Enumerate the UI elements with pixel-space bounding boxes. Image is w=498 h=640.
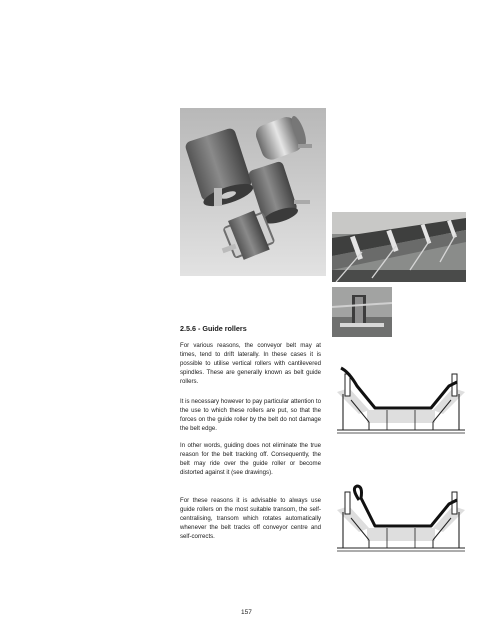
belt-over-guide-roller-drawing [333,360,469,436]
guide-rollers-photo [180,108,326,276]
guide-roller-closeup-photo [332,287,392,337]
page-number: 157 [241,609,252,616]
paragraph-1: For various reasons, the conveyor belt may at times, tend to drift laterally. In these cases it is possible to utilise vertical rollers with cantilevered spindles. These are generally known as belt guide rollers. [180,342,321,385]
conveyor-guide-rollers-photo [332,212,466,282]
paragraph-3: In other words, guiding does not eliminate the true reason for the belt tracking off. Consequently, the belt may ride over the guide roller or become distorted against it (see drawings). [180,442,321,476]
paragraph-4: For these reasons it is advisable to always use guide rollers on the most suitable transom, the self-centralising, transom which rotates automatically whenever the belt tracks off conveyor centre and self-corrects. [180,497,321,540]
section-heading: 2.5.6 - Guide rollers [180,324,247,333]
belt-distorted-against-guide-drawing [333,478,469,554]
paragraph-2: It is necessary however to pay particular attention to the use to which these rollers are put, so that the forces on the guide roller by the belt do not damage the belt edge. [180,398,321,432]
